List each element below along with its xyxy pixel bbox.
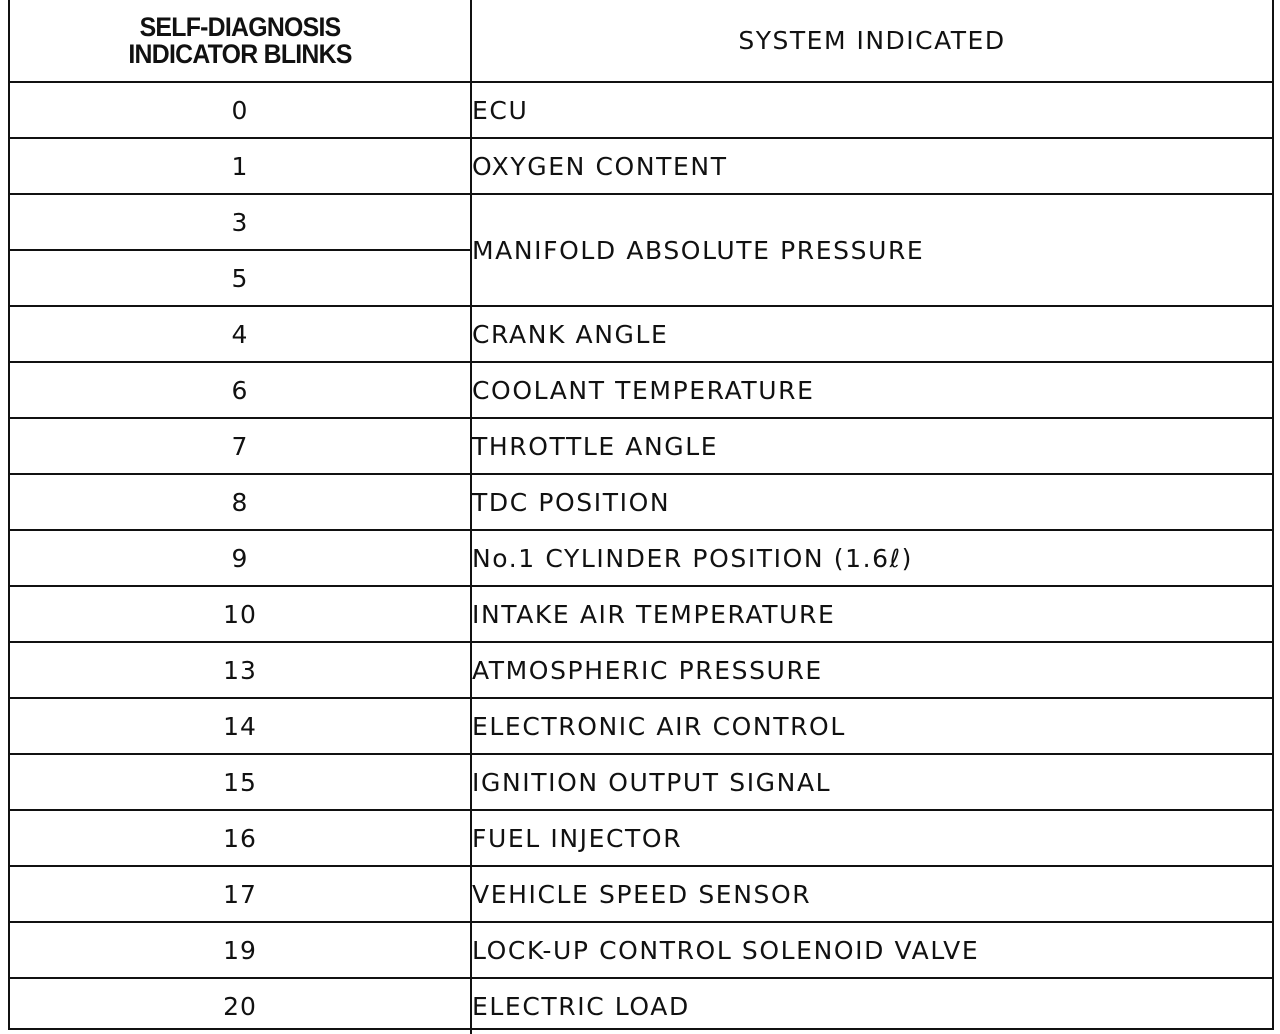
diagnosis-code-table bbox=[10, 0, 1272, 1034]
system-cell-merged: MANIFOLD ABSOLUTE PRESSURE bbox=[471, 194, 1272, 306]
blink-count-cell: 9 bbox=[10, 530, 471, 586]
system-cell: ELECTRIC LOAD bbox=[471, 978, 1272, 1034]
blink-count-cell: 14 bbox=[10, 698, 471, 754]
table-row bbox=[10, 474, 1272, 530]
table-row bbox=[10, 642, 1272, 698]
system-cell: LOCK-UP CONTROL SOLENOID VALVE bbox=[471, 922, 1272, 978]
table-row bbox=[10, 754, 1272, 810]
table-header-row bbox=[10, 0, 1272, 82]
table-row bbox=[10, 866, 1272, 922]
blink-count-cell: 6 bbox=[10, 362, 471, 418]
system-cell: CRANK ANGLE bbox=[471, 306, 1272, 362]
blink-count-cell: 19 bbox=[10, 922, 471, 978]
table-row bbox=[10, 586, 1272, 642]
blink-count-cell: 1 bbox=[10, 138, 471, 194]
table-row bbox=[10, 194, 1272, 250]
system-cell: THROTTLE ANGLE bbox=[471, 418, 1272, 474]
system-cell: TDC POSITION bbox=[471, 474, 1272, 530]
header-system-indicated: SYSTEM INDICATED bbox=[471, 0, 1272, 82]
blink-count-cell: 8 bbox=[10, 474, 471, 530]
table-row bbox=[10, 82, 1272, 138]
blink-count-cell: 10 bbox=[10, 586, 471, 642]
system-cell: OXYGEN CONTENT bbox=[471, 138, 1272, 194]
blink-count-cell: 20 bbox=[10, 978, 471, 1034]
blink-count-cell: 15 bbox=[10, 754, 471, 810]
header-blinks-line1: SELF-DIAGNOSIS bbox=[139, 11, 341, 42]
blink-count-cell: 0 bbox=[10, 82, 471, 138]
blink-count-cell: 17 bbox=[10, 866, 471, 922]
system-cell: ATMOSPHERIC PRESSURE bbox=[471, 642, 1272, 698]
system-cell: COOLANT TEMPERATURE bbox=[471, 362, 1272, 418]
header-blinks-line2: INDICATOR BLINKS bbox=[128, 38, 352, 69]
table-row bbox=[10, 698, 1272, 754]
blink-count-cell: 16 bbox=[10, 810, 471, 866]
system-cell: ELECTRONIC AIR CONTROL bbox=[471, 698, 1272, 754]
system-cell: INTAKE AIR TEMPERATURE bbox=[471, 586, 1272, 642]
system-cell: VEHICLE SPEED SENSOR bbox=[471, 866, 1272, 922]
table-row bbox=[10, 418, 1272, 474]
table-row bbox=[10, 306, 1272, 362]
table-row bbox=[10, 362, 1272, 418]
blink-count-cell: 7 bbox=[10, 418, 471, 474]
system-cell: IGNITION OUTPUT SIGNAL bbox=[471, 754, 1272, 810]
blink-count-cell: 4 bbox=[10, 306, 471, 362]
blink-count-cell: 3 bbox=[10, 194, 471, 250]
system-cell: ECU bbox=[471, 82, 1272, 138]
system-cell: No.1 CYLINDER POSITION (1.6ℓ) bbox=[471, 530, 1272, 586]
table-row bbox=[10, 978, 1272, 1034]
header-indicator-blinks bbox=[28, 0, 452, 82]
table-row bbox=[10, 138, 1272, 194]
table-row bbox=[10, 922, 1272, 978]
table-row bbox=[10, 810, 1272, 866]
blink-count-cell: 5 bbox=[10, 250, 471, 306]
blink-count-cell: 13 bbox=[10, 642, 471, 698]
table-row bbox=[10, 530, 1272, 586]
diagnosis-table-frame bbox=[8, 0, 1274, 1030]
system-cell: FUEL INJECTOR bbox=[471, 810, 1272, 866]
